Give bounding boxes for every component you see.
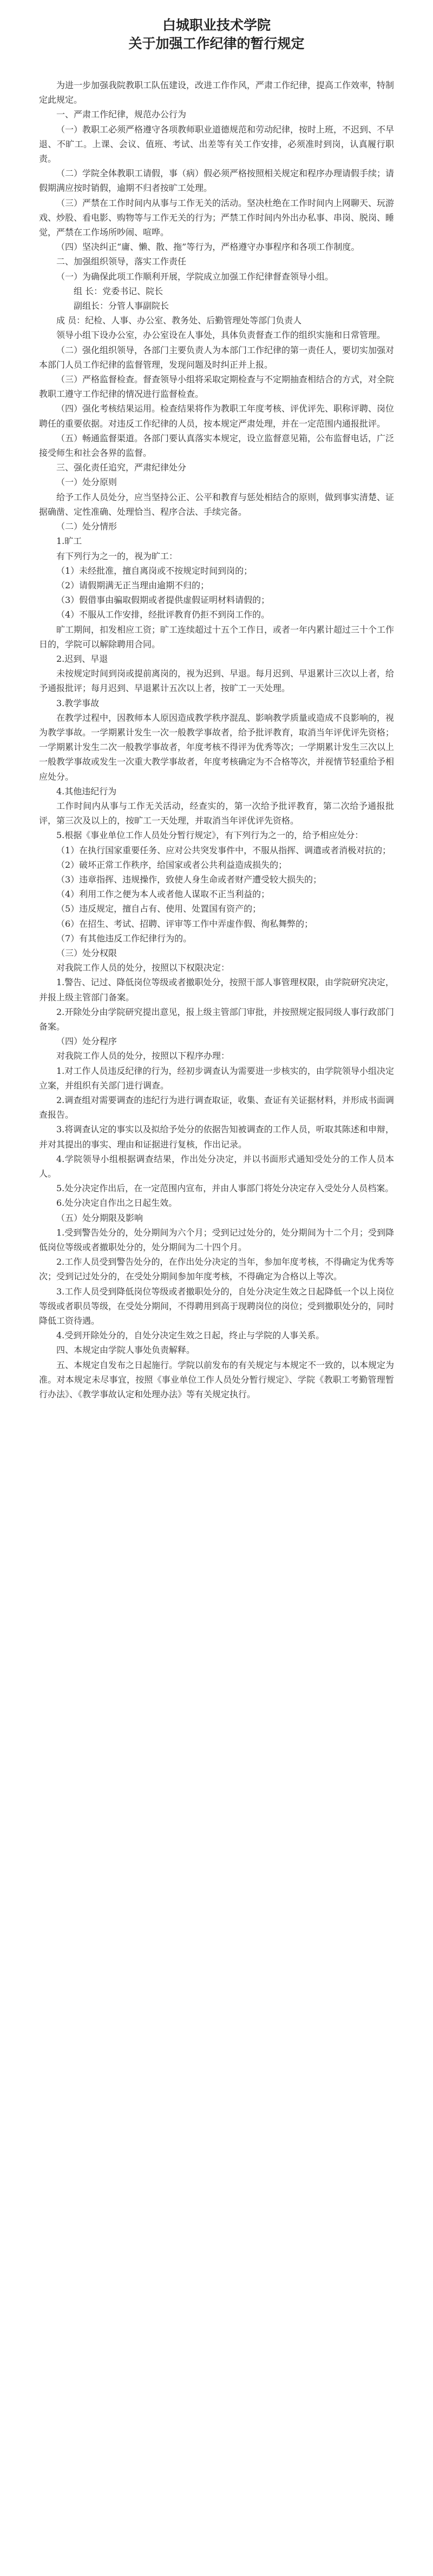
paragraph: （二）学院全体教职工请假，事（病）假必须严格按照相关规定和程序办理请假手续；请假期满应按时销假，逾期不归者按旷工处理。 xyxy=(39,168,395,194)
paragraph: 一、严肃工作纪律，规范办公行为 xyxy=(56,109,187,120)
paragraph: （三）处分权限 xyxy=(56,947,117,958)
paragraph: 给予工作人员处分，应当坚持公正、公平和教育与惩处相结合的原则，做到事实清楚、证据确凿、定性准确、处理恰当、程序合法、手续完备。 xyxy=(39,492,395,517)
paragraph: 对我院工作人员的处分，按照以下程序办理： xyxy=(56,1051,230,1061)
paragraph: 工作时间内从事与工作无关活动，经查实的，第一次给予批评教育，第二次给予通报批评，第三次及以上的，按旷工一天处理，并取消当年评优评先资格。 xyxy=(39,800,394,826)
paragraph: （二）处分情形 xyxy=(56,521,117,532)
paragraph: （一）处分原则 xyxy=(56,477,117,488)
paragraph: 四、本规定由学院人事处负责解释。 xyxy=(56,1345,195,1356)
paragraph: 有下列行为之一的，视为旷工： xyxy=(56,550,178,561)
paragraph: （4）利用工作之便为本人或者他人谋取不正当利益的； xyxy=(56,889,270,900)
paragraph: （3）违章指挥、违规操作，致使人身生命或者财产遭受较大损失的； xyxy=(56,874,322,885)
paragraph: （一）为确保此项工作顺利开展，学院成立加强工作纪律督查领导小组。 xyxy=(56,271,334,282)
paragraph: 三、强化责任追究，严肃纪律处分 xyxy=(56,462,187,473)
paragraph: 3.工作人员受到降低岗位等级或者撤职处分的，自处分决定生效之日起降低一个以上岗位等级或者职员等级，在受处分期间，不得聘用到高于现聘岗位的岗位；受到撤职处分的，同时降低工资待遇。 xyxy=(39,1286,395,1326)
paragraph: 2.调查组对需要调查的违纪行为进行调查取证，收集、查证有关证据材料，并形成书面调查报告。 xyxy=(39,1095,394,1120)
paragraph: （一）教职工必须严格遵守各项教师职业道德规范和劳动纪律，按时上班，不迟到、不早退、不旷工。上课、会议、值班、考试、出差等有关工作安排，必须准时到岗，认真履行职责。 xyxy=(39,124,395,164)
paragraph: （四）处分程序 xyxy=(56,1036,117,1047)
paragraph: 五、本规定自发布之日起施行。学院以前发布的有关规定与本规定不一致的，以本规定为准。对本规定未尽事宜，按照《事业单位工作人员处分暂行规定》、学院《教职工考勤管理暂行办法》、《教学事故认定和处理办法》等有关规定执行。 xyxy=(39,1359,395,1400)
paragraph: （2）破坏正常工作秩序，给国家或者公共利益造成损失的； xyxy=(56,859,287,870)
paragraph: 二、加强组织领导，落实工作责任 xyxy=(56,256,187,267)
paragraph: 1.对工作人员违反纪律的行为，经初步调查认为需要进一步核实的，由学院领导小组决定立案，并组织有关部门进行调查。 xyxy=(39,1065,394,1091)
paragraph: （5）违反规定，擅自占有、使用、处置国有资产的； xyxy=(56,904,261,914)
paragraph: 6.处分决定自作出之日起生效。 xyxy=(56,1198,178,1209)
paragraph: 1.警告、记过、降低岗位等级或者撤职处分，按照干部人事管理权限，由学院研究决定，并报上级主管部门备案。 xyxy=(39,977,394,1002)
paragraph: 3.教学事故 xyxy=(56,698,100,708)
paragraph: 1.旷工 xyxy=(56,536,82,547)
document-body xyxy=(39,78,394,1402)
document-title-line-2: 关于加强工作纪律的暂行规定 xyxy=(128,36,305,51)
paragraph: 组 长：党委书记、院长 xyxy=(74,286,163,296)
paragraph: （3）假借事由骗取假期或者提供虚假证明材料请假的； xyxy=(56,595,270,606)
paragraph: （1）在执行国家重要任务、应对公共突发事件中，不服从指挥、调遣或者消极对抗的； xyxy=(56,845,391,855)
paragraph: 5.根据《事业单位工作人员处分暂行规定》，有下列行为之一的，给予相应处分： xyxy=(56,830,364,841)
paragraph: 副组长：分管人事副院长 xyxy=(74,301,169,311)
paragraph: 在教学过程中，因教师本人原因造成教学秩序混乱、影响教学质量或造成不良影响的，视为教学事故。一学期累计发生一次一般教学事故者，给予批评教育，取消当年评优评先资格；一学期累计发生二次一般教学事故者，年度考核不得评为优秀等次；一学期累计发生三次以上一般教学事故或发生一次重大教学事故者，年度考核确定为不合格等次，并视情节轻重给予相应处分。 xyxy=(39,712,395,782)
paragraph: （四）坚决纠正“庸、懒、散、拖”等行为，严格遵守办事程序和各项工作制度。 xyxy=(56,242,360,253)
paragraph: （二）强化组织领导，各部门主要负责人为本部门工作纪律的第一责任人，要切实加强对本部门人员工作纪律的监督管理，发现问题及时纠正并上报。 xyxy=(39,344,395,370)
paragraph: （6）在招生、考试、招聘、评审等工作中弄虚作假、徇私舞弊的； xyxy=(56,918,313,929)
paragraph: 5.处分决定作出后，在一定范围内宣布，并由人事部门将处分决定存入受处分人员档案。 xyxy=(56,1183,394,1194)
paragraph: （2）请假期满无正当理由逾期不归的； xyxy=(56,580,209,590)
paragraph: （7）有其他违反工作纪律行为的。 xyxy=(56,933,192,944)
paragraph: 未按规定时间到岗或提前离岗的，视为迟到、早退。每月迟到、早退累计三次以上者，给予通报批评；每月迟到、早退累计五次以上者，按旷工一天处理。 xyxy=(39,668,395,694)
paragraph: 为进一步加强我院教职工队伍建设，改进工作作风，严肃工作纪律，提高工作效率，特制定此规定。 xyxy=(39,80,395,105)
paragraph: （1）未经批准，擅自离岗或不按规定时间到岗的； xyxy=(56,565,253,576)
paragraph: （三）严禁在工作时间内从事与工作无关的活动。坚决杜绝在工作时间内上网聊天、玩游戏、炒股、看电影、购物等与工作无关的行为；严禁工作时间内外出办私事、串岗、脱岗、睡觉，严禁在工作场所吵闹、喧哗。 xyxy=(39,197,395,238)
paragraph: 成 员：纪检、人事、办公室、教务处、后勤管理处等部门负责人 xyxy=(56,315,302,326)
paragraph: 4.受到开除处分的，自处分决定生效之日起，终止与学院的人事关系。 xyxy=(56,1330,325,1341)
paragraph: 4.学院领导小组根据调查结果，作出处分决定，并以书面形式通知受处分的工作人员本人。 xyxy=(39,1153,394,1179)
paragraph: 旷工期间，扣发相应工资；旷工连续超过十五个工作日，或者一年内累计超过三十个工作日的，学院可以解除聘用合同。 xyxy=(39,624,395,649)
paragraph: （4）不服从工作安排，经批评教育仍拒不到岗工作的。 xyxy=(56,609,270,620)
paragraph: 2.迟到、早退 xyxy=(56,653,108,664)
paragraph: 4.其他违纪行为 xyxy=(56,786,117,796)
paragraph: 领导小组下设办公室，办公室设在人事处，具体负责督查工作的组织实施和日常管理。 xyxy=(56,330,386,341)
paragraph: 2.工作人员受到警告处分的，在作出处分决定的当年，参加年度考核，不得确定为优秀等次；受到记过处分的，在受处分期间参加年度考核，不得确定为合格以上等次。 xyxy=(39,1257,394,1282)
paragraph: （五）处分期限及影响 xyxy=(56,1212,143,1223)
paragraph: （三）严格监督检查。督查领导小组将采取定期检查与不定期抽查相结合的方式，对全院教职工遵守工作纪律的情况进行监督检查。 xyxy=(39,374,395,400)
document-title-line-1: 白城职业技术学院 xyxy=(162,17,271,33)
paragraph: 1.受到警告处分的，处分期间为六个月；受到记过处分的，处分期间为十二个月；受到降低岗位等级或者撤职处分的，处分期间为二十四个月。 xyxy=(39,1227,394,1253)
paragraph: 3.将调查认定的事实以及拟给予处分的依据告知被调查的工作人员，听取其陈述和申辩，并对其提出的事实、理由和证据进行复核，作出记录。 xyxy=(39,1124,394,1150)
paragraph: （五）畅通监督渠道。各部门要认真落实本规定，设立监督意见箱，公布监督电话，广泛接受师生和社会各界的监督。 xyxy=(39,433,395,459)
paragraph: （四）强化考核结果运用。检查结果将作为教职工年度考核、评优评先、职称评聘、岗位聘任的重要依据。对违反工作纪律的人员，按本规定严肃处理，并在一定范围内通报批评。 xyxy=(39,403,395,429)
paragraph: 2.开除处分由学院研究提出意见，报上级主管部门审批，并按照规定报同级人事行政部门备案。 xyxy=(39,1006,394,1032)
paragraph: 对我院工作人员的处分，按照以下权限决定： xyxy=(56,962,230,973)
